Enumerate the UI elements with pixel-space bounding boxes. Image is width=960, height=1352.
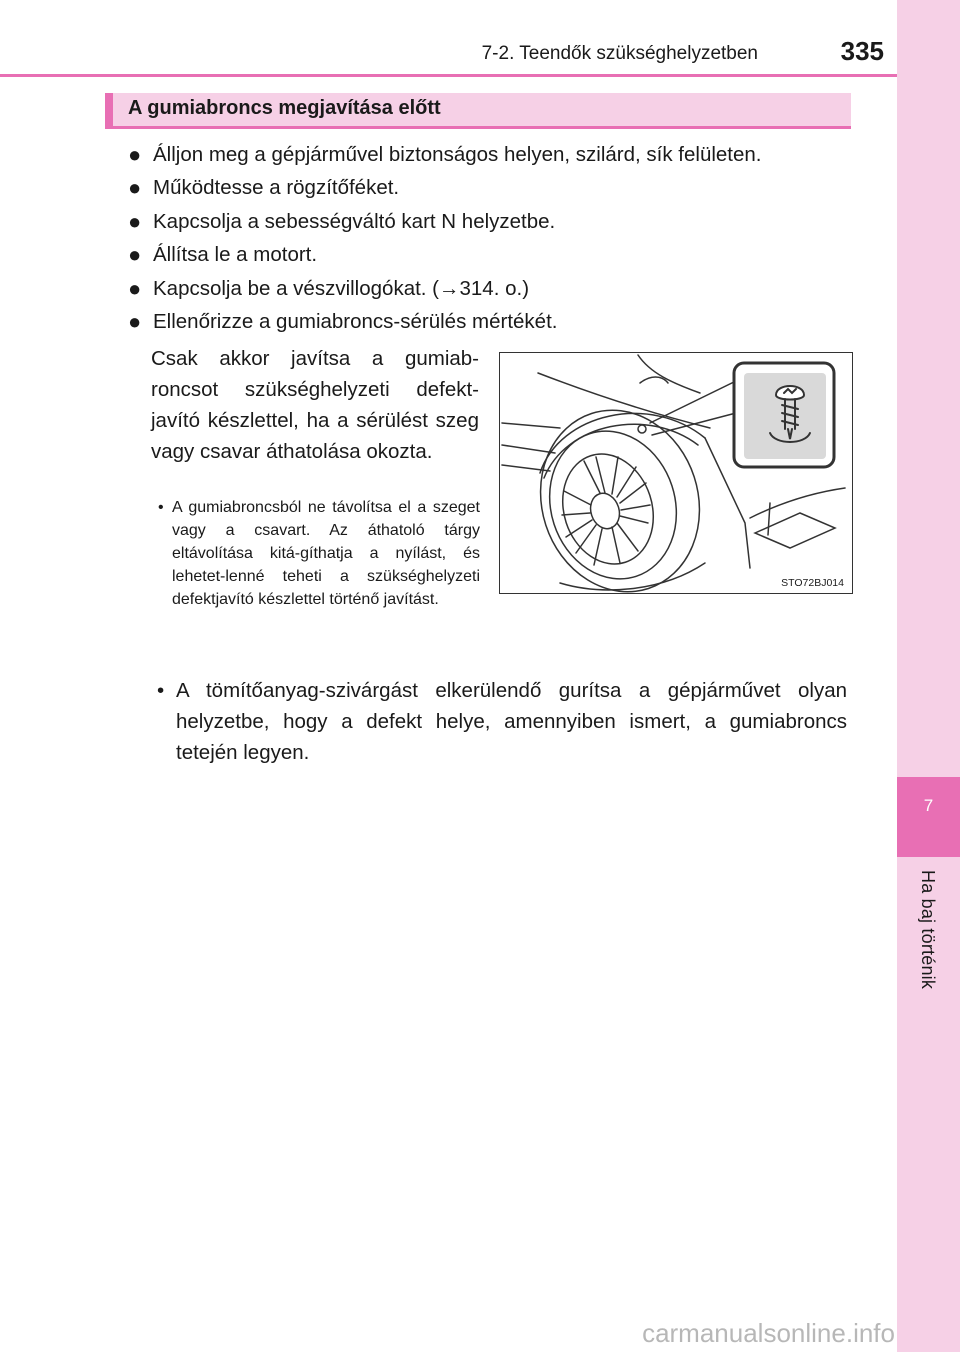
chapter-sidebar [897,0,960,1352]
bullet-icon: ● [128,208,142,234]
step-item [128,205,868,238]
bullet-icon: • [158,499,164,516]
bullet-icon: ● [128,142,142,167]
step-text: Ellenőrizze a gumiabroncs-sérülés mértékét. [153,309,558,333]
header-divider [0,74,897,77]
bullet-icon: ● [128,175,142,201]
step-text: Működtesse a rögzítőféket. [153,176,400,200]
note-big-text: A tömítőanyag-szivárgást elkerülendő gurítsa a gépjárművet olyan helyzetbe, hogy a defekt helye, amennyiben ismert, a gumiabroncs tetején legyen. [176,679,847,764]
tire-puncture-illustration [499,352,853,594]
section-heading-bar [105,93,851,129]
step-item [128,305,868,338]
step-item [128,238,868,271]
wheel-with-screw-icon [500,353,853,594]
chapter-tab[interactable] [897,777,960,857]
bullet-icon: ● [128,275,142,301]
chapter-title: Ha baj történik [918,870,938,990]
step-text: Álljon meg a gépjárművel biztonságos helyen, szilárd, sík felületen. [153,143,762,166]
step-item [128,272,868,305]
watermark[interactable]: carmanualsonline.info [642,1318,895,1348]
header-section-title: 7-2. Teendők szükséghelyzetben [481,43,758,64]
step-item [128,171,868,204]
damage-paragraph: Csak akkor javítsa a gumiab-roncsot szükséghelyzeti defekt-javító készlettel, ha a sérülést szeg vagy csavar áthatolása okozta. [151,347,479,463]
note-small [158,496,480,611]
step-item [128,138,868,171]
note-small-text: A gumiabroncsból ne távolítsa el a szeget vagy a csavart. Az áthatoló tárgy eltávolítása kitá-gíthatja a nyílást, és lehetet-lenné teheti a szükséghelyzeti defektjavító készlettel történő javítást. [172,499,480,608]
bullet-icon: ● [128,242,142,268]
bullet-icon: • [157,679,165,702]
bullet-icon: ● [128,308,142,334]
page-number: 335 [840,36,884,66]
note-big [157,675,847,768]
chapter-number: 7 [923,796,934,815]
step-text: Kapcsolja a sebességváltó kart N helyzetbe. [153,209,556,233]
section-title: A gumiabroncs megjavítása előtt [128,97,441,119]
figure-code: STO72BJ014 [781,577,844,589]
step-text-page-reference[interactable]: Kapcsolja be a vészvillogókat. (→314. o.) [153,276,530,300]
step-text: Állítsa le a motort. [153,243,318,267]
steps-list [128,138,868,338]
